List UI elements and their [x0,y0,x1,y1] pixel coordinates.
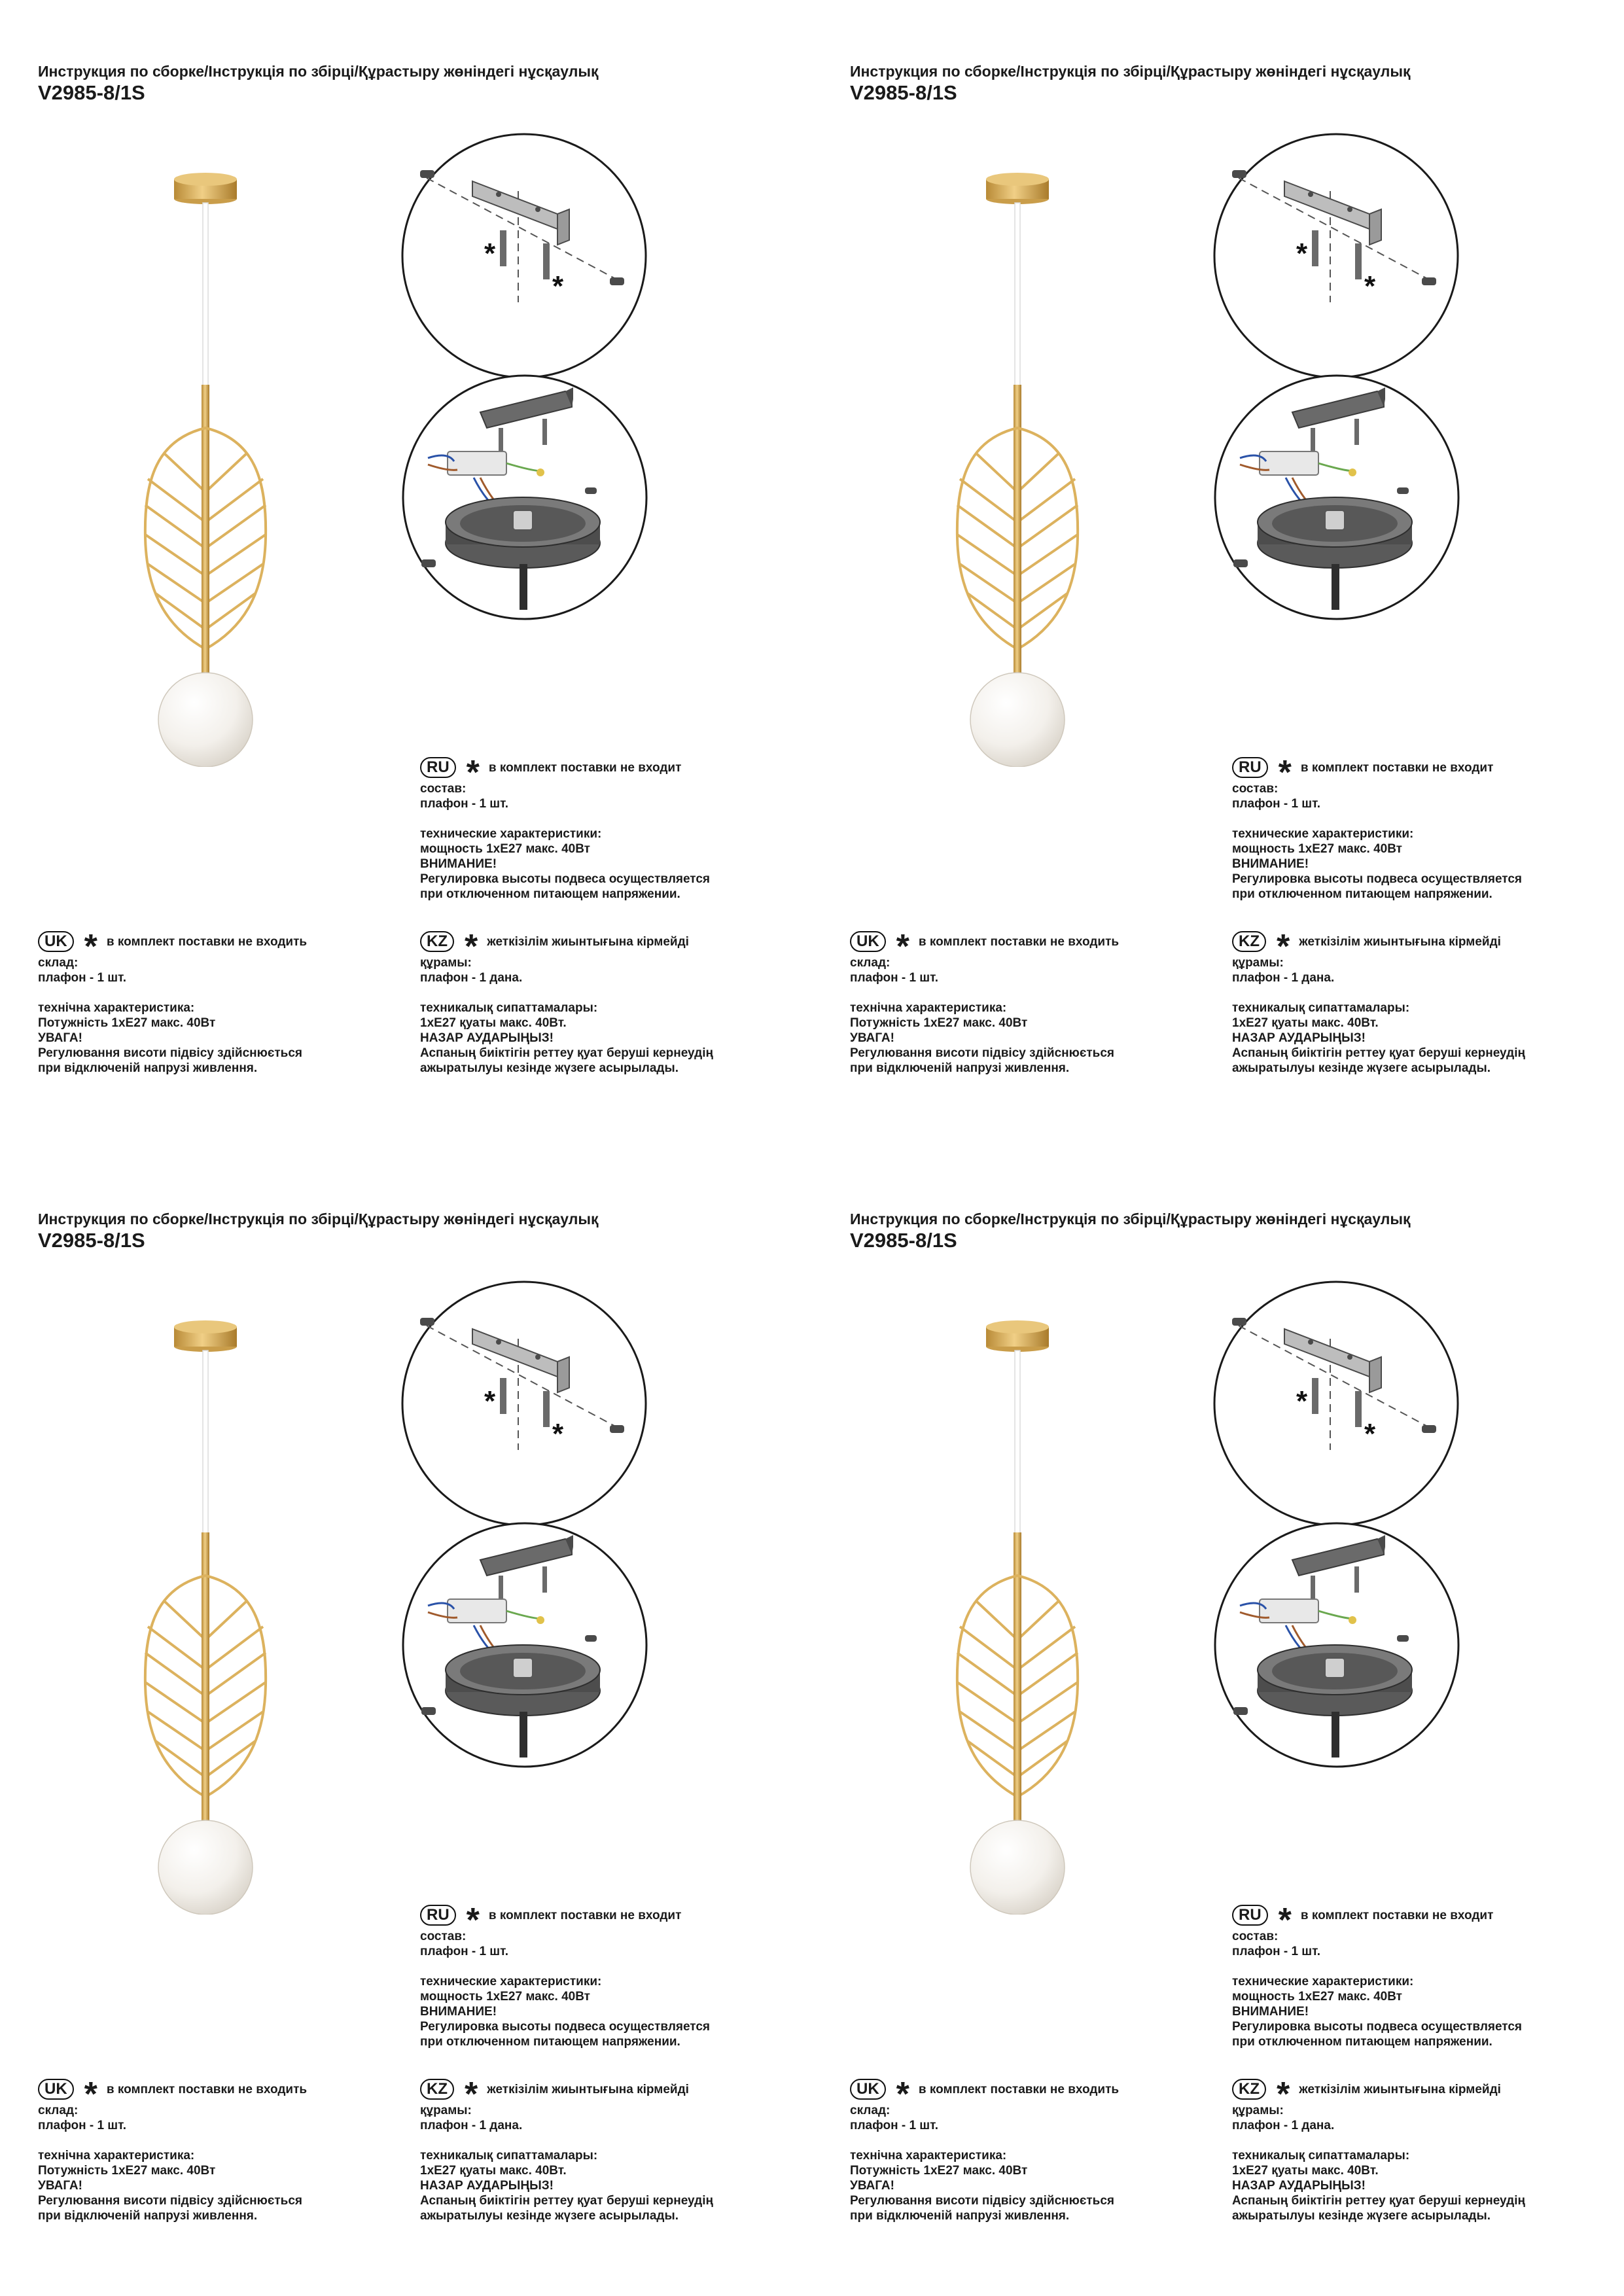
svg-text:*: * [1364,270,1376,302]
asterisk-icon: * [896,928,909,966]
kz-line: плафон - 1 дана. [1232,971,1335,985]
ru-not-included: в комплект поставки не входит [488,760,682,775]
ru-line: мощность 1хЕ27 макс. 40Вт [1232,1990,1402,2004]
kz-line: 1хЕ27 қуаты макс. 40Вт. [1232,1016,1379,1030]
svg-text:*: * [552,270,564,302]
svg-text:*: * [1296,1385,1308,1417]
uk-badge: UK [38,2079,74,2100]
uk-line: плафон - 1 шт. [38,2119,127,2132]
kz-line: НАЗАР АУДАРЫҢЫЗ! [420,2179,554,2193]
sheet-title: Инструкция по сборке/Інструкція по збірці/Құрастыру жөніндегі нұсқаулық [38,63,599,80]
ru-line: состав: [420,782,467,796]
kz-section [420,930,713,1076]
kz-line: құрамы: [420,956,472,970]
ru-line: состав: [1232,1930,1279,1943]
ru-line: Регулировка высоты подвеса осуществляется [1232,2020,1523,2034]
uk-not-included: в комплект поставки не входить [106,934,308,949]
ru-section [1232,756,1522,902]
uk-line: склад: [38,956,79,970]
uk-line: УВАГА! [850,2179,894,2193]
kz-line: НАЗАР АУДАРЫҢЫЗ! [1232,1031,1366,1045]
kz-line: ажыратылуы кезінде жүзеге асырылады. [1232,1061,1491,1075]
uk-not-included: в комплект поставки не входить [918,2082,1120,2096]
kz-line: құрамы: [1232,2104,1284,2117]
kz-line: плафон - 1 дана. [420,2119,523,2132]
ru-line: при отключенном питающем напряжении. [1232,887,1492,901]
pendant-lamp-illustration [943,171,1093,767]
uk-line: УВАГА! [850,1031,894,1045]
uk-line: Потужність 1хЕ27 макс. 40Вт [850,1016,1028,1030]
mounting-bracket-diagram [1212,132,1460,380]
ru-line: ВНИМАНИЕ! [1232,857,1309,871]
uk-line: склад: [850,956,891,970]
asterisk-icon: * [465,928,478,966]
uk-line: Потужність 1хЕ27 макс. 40Вт [850,2164,1028,2178]
ru-section [420,756,710,902]
ru-not-included: в комплект поставки не входит [488,1908,682,1922]
uk-badge: UK [850,2079,886,2100]
uk-line: УВАГА! [38,2179,82,2193]
uk-line: технічна характеристика: [38,1001,195,1015]
instruction-sheet [812,1148,1624,2295]
mounting-bracket-diagram [1212,1280,1460,1527]
kz-line: 1хЕ27 қуаты макс. 40Вт. [420,1016,567,1030]
ru-line: при отключенном питающем напряжении. [1232,2035,1492,2049]
asterisk-icon: * [466,1901,480,1939]
asterisk-icon: * [1277,928,1290,966]
ru-line: ВНИМАНИЕ! [1232,2005,1309,2019]
kz-line: техникалық сипаттамалары: [1232,2149,1410,2163]
uk-not-included: в комплект поставки не входить [918,934,1120,949]
uk-line: при відключеній напрузі живлення. [38,2209,258,2223]
kz-line: құрамы: [1232,956,1284,970]
kz-badge: KZ [1232,931,1266,952]
uk-line: Регулювання висоти підвісу здійснюється [850,1046,1114,1060]
kz-line: плафон - 1 дана. [1232,2119,1335,2132]
model-number: V2985-8/1S [850,81,957,104]
uk-section [38,2075,308,2223]
ru-badge: RU [420,1905,456,1926]
uk-line: Потужність 1хЕ27 макс. 40Вт [38,2164,216,2178]
kz-line: техникалық сипаттамалары: [420,2149,598,2163]
pendant-lamp-illustration [131,171,281,767]
wiring-canopy-diagram [1214,373,1460,622]
uk-line: при відключеній напрузі живлення. [38,1061,258,1075]
sheet-title: Инструкция по сборке/Інструкція по збірці/Құрастыру жөніндегі нұсқаулық [850,1210,1411,1227]
mounting-bracket-diagram [400,1280,648,1527]
uk-line: склад: [850,2104,891,2117]
ru-line: плафон - 1 шт. [1232,1945,1321,1958]
kz-not-included: жеткізілім жиынтығына кірмейді [487,934,689,949]
ru-line: Регулировка высоты подвеса осуществляется [420,872,711,886]
uk-line: технічна характеристика: [850,1001,1007,1015]
ru-line: мощность 1хЕ27 макс. 40Вт [420,842,590,856]
uk-section [850,930,1119,1076]
asterisk-icon: * [84,2075,97,2113]
kz-line: ажыратылуы кезінде жүзеге асырылады. [420,1061,679,1075]
kz-line: 1хЕ27 қуаты макс. 40Вт. [1232,2164,1379,2178]
ru-line: технические характеристики: [1232,827,1414,841]
uk-line: Регулювання висоти підвісу здійснюється [850,2194,1114,2208]
ru-line: мощность 1хЕ27 макс. 40Вт [1232,842,1402,856]
uk-line: технічна характеристика: [850,2149,1007,2163]
ru-line: ВНИМАНИЕ! [420,857,497,871]
uk-line: склад: [38,2104,79,2117]
uk-line: Регулювання висоти підвісу здійснюється [38,1046,302,1060]
ru-line: технические характеристики: [1232,1975,1414,1988]
svg-text:*: * [484,238,496,270]
ru-section [1232,1901,1523,2049]
ru-section [420,1901,711,2049]
uk-line: при відключеній напрузі живлення. [850,2209,1070,2223]
kz-line: плафон - 1 дана. [420,971,523,985]
asterisk-icon: * [466,754,480,792]
asterisk-icon: * [1278,754,1292,792]
kz-not-included: жеткізілім жиынтығына кірмейді [1299,934,1501,949]
svg-text:*: * [484,1385,496,1417]
uk-line: плафон - 1 шт. [850,971,939,985]
model-number: V2985-8/1S [38,1229,145,1252]
asterisk-icon: * [465,2075,478,2113]
kz-line: Аспаның биіктігін реттеу қуат беруші кернеудің [1232,2194,1525,2208]
instruction-sheet [0,1148,812,2295]
ru-line: при отключенном питающем напряжении. [420,2035,680,2049]
svg-text:*: * [552,1418,564,1450]
ru-badge: RU [1232,1905,1268,1926]
kz-not-included: жеткізілім жиынтығына кірмейді [487,2082,689,2096]
kz-line: НАЗАР АУДАРЫҢЫЗ! [1232,2179,1366,2193]
kz-section [1232,930,1525,1076]
svg-text:*: * [1296,238,1308,270]
uk-line: технічна характеристика: [38,2149,195,2163]
uk-line: УВАГА! [38,1031,82,1045]
ru-line: технические характеристики: [420,827,602,841]
kz-section [420,2075,713,2223]
kz-line: ажыратылуы кезінде жүзеге асырылады. [1232,2209,1491,2223]
ru-not-included: в комплект поставки не входит [1300,1908,1494,1922]
sheet-title: Инструкция по сборке/Інструкція по збірці/Құрастыру жөніндегі нұсқаулық [38,1210,599,1227]
asterisk-icon: * [896,2075,909,2113]
model-number: V2985-8/1S [850,1229,957,1252]
instruction-sheet [0,0,812,1148]
kz-line: Аспаның биіктігін реттеу қуат беруші кернеудің [1232,1046,1525,1060]
kz-line: ажыратылуы кезінде жүзеге асырылады. [420,2209,679,2223]
kz-badge: KZ [420,2079,454,2100]
kz-badge: KZ [420,931,454,952]
ru-not-included: в комплект поставки не входит [1300,760,1494,775]
kz-not-included: жеткізілім жиынтығына кірмейді [1299,2082,1501,2096]
uk-section [850,2075,1120,2223]
ru-line: технические характеристики: [420,1975,602,1988]
svg-text:*: * [1364,1418,1376,1450]
ru-line: мощность 1хЕ27 макс. 40Вт [420,1990,590,2004]
ru-line: состав: [1232,782,1279,796]
ru-line: состав: [420,1930,467,1943]
ru-badge: RU [1232,757,1268,778]
wiring-canopy-diagram [402,1521,648,1769]
kz-line: НАЗАР АУДАРЫҢЫЗ! [420,1031,554,1045]
model-number: V2985-8/1S [38,81,145,104]
wiring-canopy-diagram [1214,1521,1460,1769]
uk-line: Потужність 1хЕ27 макс. 40Вт [38,1016,216,1030]
asterisk-icon: * [84,928,97,966]
wiring-canopy-diagram [402,373,648,622]
uk-badge: UK [850,931,886,952]
kz-badge: KZ [1232,2079,1266,2100]
ru-line: плафон - 1 шт. [420,797,509,811]
ru-line: плафон - 1 шт. [1232,797,1321,811]
uk-line: Регулювання висоти підвісу здійснюється [38,2194,302,2208]
ru-line: при отключенном питающем напряжении. [420,887,680,901]
pendant-lamp-illustration [943,1319,1093,1915]
sheet-title: Инструкция по сборке/Інструкція по збірці/Құрастыру жөніндегі нұсқаулық [850,63,1411,80]
instruction-sheet [812,0,1624,1148]
mounting-bracket-diagram [400,132,648,380]
ru-line: плафон - 1 шт. [420,1945,509,1958]
uk-line: плафон - 1 шт. [850,2119,939,2132]
kz-line: құрамы: [420,2104,472,2117]
uk-badge: UK [38,931,74,952]
uk-line: при відключеній напрузі живлення. [850,1061,1070,1075]
ru-line: ВНИМАНИЕ! [420,2005,497,2019]
kz-line: Аспаның биіктігін реттеу қуат беруші кернеудің [420,1046,713,1060]
asterisk-icon: * [1277,2075,1290,2113]
kz-line: Аспаның биіктігін реттеу қуат беруші кернеудің [420,2194,713,2208]
kz-line: техникалық сипаттамалары: [420,1001,598,1015]
kz-section [1232,2075,1525,2223]
uk-not-included: в комплект поставки не входить [106,2082,308,2096]
uk-section [38,930,307,1076]
ru-line: Регулировка высоты подвеса осуществляется [420,2020,711,2034]
kz-line: техникалық сипаттамалары: [1232,1001,1410,1015]
asterisk-icon: * [1278,1901,1292,1939]
pendant-lamp-illustration [131,1319,281,1915]
ru-line: Регулировка высоты подвеса осуществляется [1232,872,1523,886]
ru-badge: RU [420,757,456,778]
uk-line: плафон - 1 шт. [38,971,127,985]
kz-line: 1хЕ27 қуаты макс. 40Вт. [420,2164,567,2178]
